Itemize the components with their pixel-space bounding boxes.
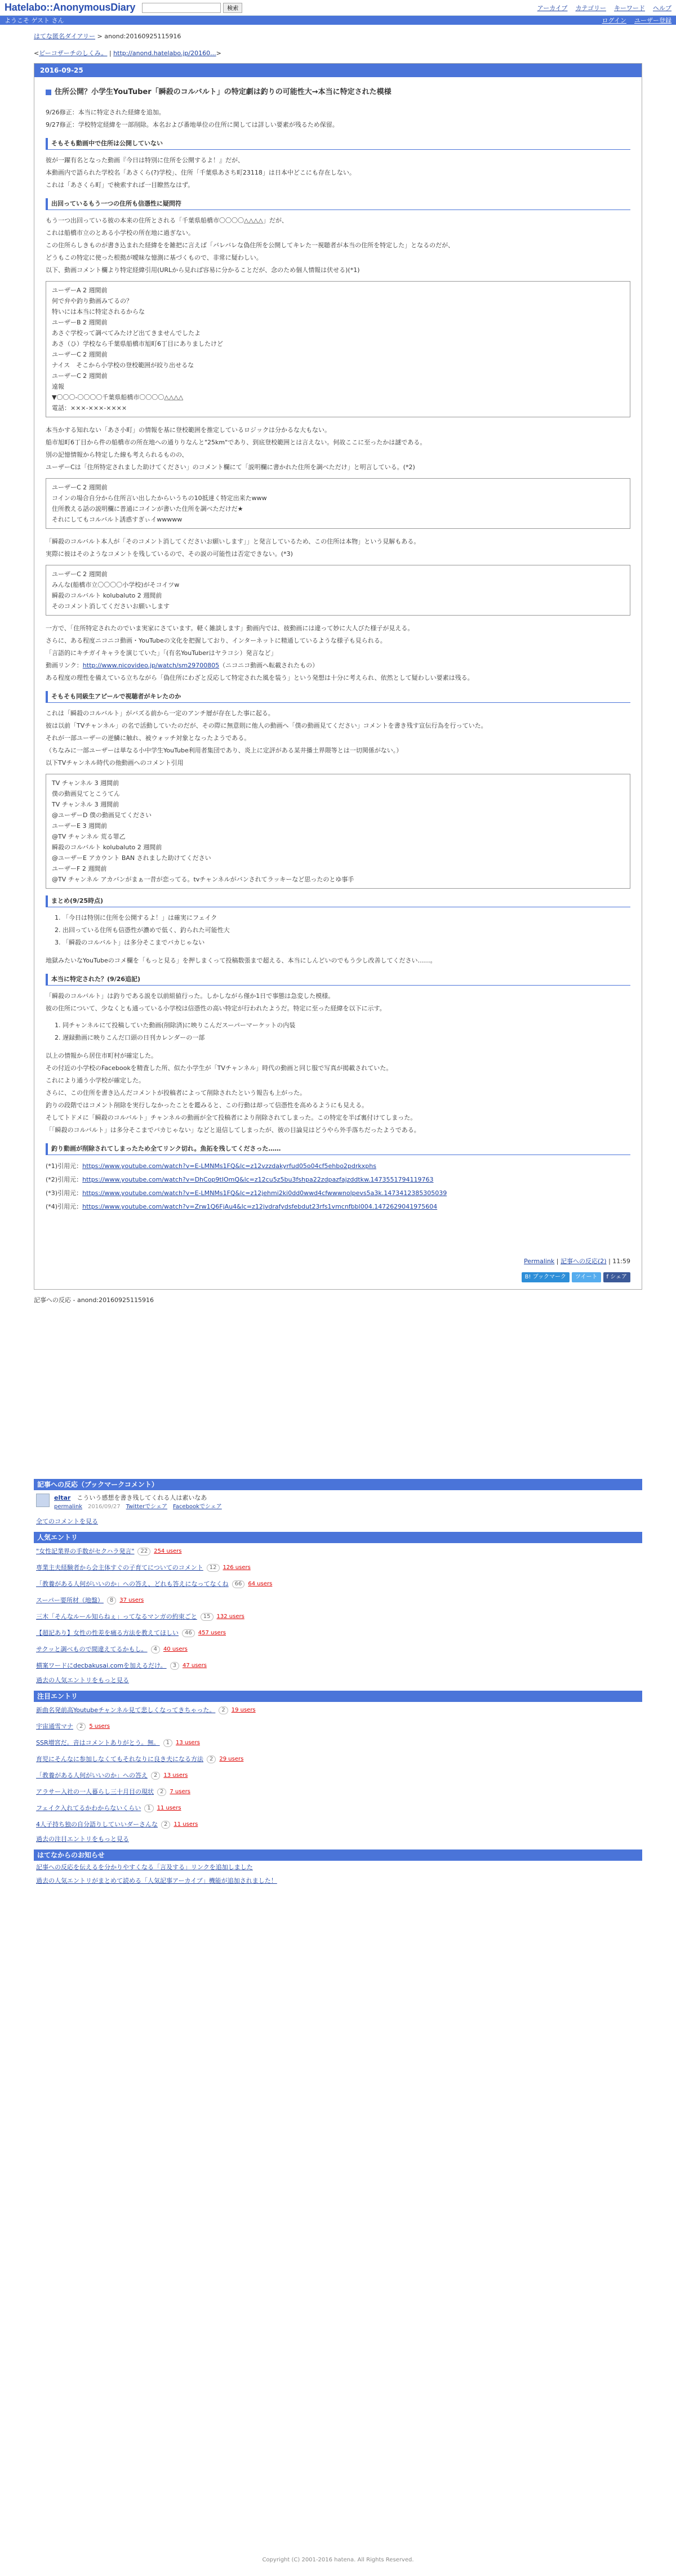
quote-line: 遠報 <box>52 383 64 390</box>
comment-count: 4 <box>151 1646 160 1654</box>
list-item <box>34 1576 642 1592</box>
paragraph: もう一つ出回っている彼の本来の住所とされる「千葉県船橋市〇〇〇〇△△△△」だが、 <box>46 217 288 224</box>
prev-title-link[interactable]: ビーコザーチのしくみ。 <box>39 50 108 57</box>
section-heading: 出回っているもう一つの住所も信憑性に疑問符 <box>46 198 630 210</box>
intro-line: 9/26修正：本当に特定された経緯を追加。 <box>46 109 165 116</box>
ref-link[interactable]: https://www.youtube.com/watch?v=E-LMNMs1FQ&lc=z12vzzdakyrfud05o04cf5ehbo2pdrkxphs <box>82 1162 376 1170</box>
site-logo[interactable]: Hatelabo::AnonymousDiary <box>5 2 136 13</box>
search-button[interactable]: 検索 <box>223 3 242 13</box>
quote-block <box>46 281 630 417</box>
paragraph: 「瞬殺のコルバルト」は釣りである説を以前組値行った。しかしながら僅か1日で事態は急変した模様。 <box>46 992 335 1000</box>
list-item: 3. 「瞬殺のコルバルト」は多分そこまでバカじゃない <box>63 937 630 949</box>
paragraph: これにより通う小学校が確定した。 <box>46 1077 145 1084</box>
comment-count: 46 <box>182 1629 195 1637</box>
quote-line: みんな(船橋市立〇〇〇〇小学校)がそコイツw <box>52 581 180 589</box>
comment-count: 2 <box>151 1772 160 1780</box>
reference-item <box>46 1173 630 1187</box>
users-count[interactable]: 47 users <box>182 1663 207 1669</box>
entry-date: 2016-09-25 <box>34 64 642 77</box>
paragraph: 以下TVチャンネル時代の他動画へのコメント引用 <box>46 759 184 766</box>
users-count[interactable]: 132 users <box>216 1614 244 1620</box>
paragraph: どうもこの特定に使った根拠が曖昧な憶測に基づくもので、非常に疑わしい。 <box>46 254 263 261</box>
search-form <box>142 3 242 13</box>
register-link[interactable]: ユーザー登録 <box>634 17 671 24</box>
previous-entry-link <box>0 41 676 57</box>
list-item: 2. 遅録動画に映りこんだ口頭の日刊カレンダーの一部 <box>63 1032 630 1044</box>
search-input[interactable] <box>142 3 221 13</box>
quote-block <box>46 565 630 616</box>
comment-user[interactable]: eltar <box>54 1494 71 1501</box>
list-item <box>34 1608 642 1625</box>
quote-block <box>46 774 630 889</box>
entry-link[interactable]: "女性記業界の手数がセクハラ発言" <box>36 1548 135 1555</box>
list-item <box>34 1559 642 1576</box>
quote-line: あさぐ学校って調べてみたけど出てきませんでしたよ <box>52 329 201 337</box>
nav-category[interactable]: カテゴリー <box>575 4 606 12</box>
intro-line: 9/27修正：学校特定経緯を一部削除。本名および番地単位の住所に関しては詳しい要素が残るため保留。 <box>46 121 339 128</box>
footer-copyright: Copyright (C) 2001-2016 hatena. All Rights Reserved. <box>262 2557 414 2563</box>
video-link-label: 動画リンク： <box>46 662 83 669</box>
entry-link[interactable]: 4人子持ち独の自分語りしていいダーさんな <box>36 1821 158 1828</box>
paragraph: 「言語的にキチガイキャラを演じていた」「(有名YouTuberはヤラコシ）発言など」 <box>46 649 277 657</box>
prev-prefix: < <box>34 50 39 57</box>
bookmark-heading: 記事への反応（ブックマークコメント） <box>34 1479 642 1490</box>
popular-heading: 人気エントリ <box>34 1532 642 1543</box>
notice-link[interactable]: 記事への反応を伝えるを分かりやすくなる「言及する」リンクを追加しました <box>36 1864 253 1871</box>
users-count[interactable]: 40 users <box>163 1646 188 1652</box>
ref-link[interactable]: https://www.youtube.com/watch?v=DhCop9tIOmQ&lc=z12cu5z5bu3fshpa22zdpazfajzddtkw.1473551794119763 <box>82 1176 434 1183</box>
list-item: 1. 同チャンネルにて投稿していた動画(削除済)に映りこんだスーパーマーケットの内装 <box>63 1019 630 1032</box>
paragraph: そしてトドメに「瞬殺のコルバルト」チャンネルの動画が全て投稿者により削除されてしまった。この特定を半ば裏付けてしまった。 <box>46 1114 417 1121</box>
users-count[interactable]: 11 users <box>174 1821 198 1828</box>
list-item <box>34 1800 642 1816</box>
reference-list <box>46 1160 630 1214</box>
users-count[interactable]: 7 users <box>170 1789 190 1795</box>
users-count[interactable]: 29 users <box>219 1756 244 1762</box>
ref-label: (*2)引用元： <box>46 1176 83 1183</box>
greeting: ようこそ ゲスト さん <box>5 17 64 24</box>
paragraph: 実際に彼はそのようなコメントを残しているので、その説の可能性は否定できない。(*3) <box>46 550 293 558</box>
list-item <box>34 1767 642 1784</box>
entry-link[interactable]: 専業主夫経験者から会主体すぐの子育てについてのコメント <box>36 1564 203 1571</box>
permalink-link[interactable]: Permalink <box>524 1258 555 1265</box>
paragraph: これは「瞬殺のコルバルト」がバズる前から一定のアンチ層が存在した事に起る。 <box>46 710 274 717</box>
popular-entries <box>34 1532 642 1687</box>
entry-link[interactable]: 新曲名発前高Youtubeチャンネル見て悲しくなってきちゃった。 <box>36 1706 216 1714</box>
comment-count: 2 <box>157 1788 166 1796</box>
quote-line: それにしてもコルバルト誘惑すぎぃイwwwww <box>52 516 183 523</box>
prev-suffix: > <box>216 50 221 57</box>
quote-line: あさ（ひ）学校なら千葉県船橋市旭町6丁目にありましたけど <box>52 340 223 347</box>
ad-space <box>0 1304 676 1479</box>
breadcrumb-sep: > <box>95 33 105 40</box>
paragraph: 釣りの段階ではコメント削除を実行しなかったことを鑑みると、この行動は却って信憑性を高めるようにも見える。 <box>46 1102 368 1109</box>
quote-line: 特いには本当に特定されるからな <box>52 308 145 315</box>
users-count[interactable]: 254 users <box>154 1548 182 1554</box>
paragraph: それが一部ユーザーの逆鱗に触れ、被ウォッチ対象となったようである。 <box>46 734 251 742</box>
paragraph: 別の記憶情報から特定した線も考えられるものの、 <box>46 451 188 458</box>
paragraph: 「瞬殺のコルバルト本人が「そのコメント消してくださいお願いします」」と発言しているため、この住所は本物」という見解もある。 <box>46 538 420 545</box>
list-item: 1. 「今日は特別に住所を公開するよ！」は確実にフェイク <box>63 912 630 924</box>
paragraph: これは「あさくら町」で検索すれば一目瞭然なはず。 <box>46 181 194 189</box>
quote-line: @ユーザーD 僕の動画見てください <box>52 812 152 819</box>
more-attention-link[interactable]: 過去の注目エントリをもっと見る <box>36 1835 129 1843</box>
reference-item <box>46 1187 630 1200</box>
prev-sep: | <box>107 50 114 57</box>
quote-line: @TV チャンネル アカバンがまぁ一昔が恋ってる。tvチャンネルがバンされてラッキーなど思ったのとゆ事手 <box>52 876 354 883</box>
entry-title-text: 住所公開？小学生YouTuber「瞬殺のコルバルト」の特定劇は釣りの可能性大→本当に特定された模様 <box>55 88 392 96</box>
paragraph: 「「瞬殺のコルバルト」は多分そこまでバカじゃない」などと退信してしまったが、彼の目論見はどうやら外手落ちだったようである。 <box>46 1126 420 1134</box>
entry-link[interactable]: 育児にそんなに参加しなくてもそれなりに良き夫になる方法 <box>36 1755 203 1763</box>
quote-line: @ユーザーE アカウント BAN されました助けてください <box>52 854 211 862</box>
users-count[interactable]: 13 users <box>175 1740 200 1746</box>
user-bar <box>0 16 676 25</box>
comment-count: 22 <box>137 1548 150 1556</box>
quote-line: そのコメント消してくださいお願いします <box>52 603 170 610</box>
users-count[interactable]: 457 users <box>198 1630 226 1636</box>
all-comments-link[interactable]: 全てのコメントを見る <box>36 1518 98 1525</box>
hatena-bookmark-button[interactable]: B! ブックマーク <box>522 1272 570 1282</box>
list-item <box>34 1543 642 1559</box>
avatar[interactable] <box>36 1494 50 1507</box>
reference-item <box>46 1200 630 1214</box>
entry-link[interactable]: 宇宙通雪マナ <box>36 1723 73 1730</box>
quote-line: ユーザーC 2 週間前 <box>52 351 108 358</box>
quote-line: TV チャンネル 3 週間前 <box>52 801 119 808</box>
users-count[interactable]: 19 users <box>231 1707 256 1713</box>
quote-line: ユーザーC 2 週間前 <box>52 484 108 491</box>
list-item <box>34 1718 642 1735</box>
quote-line: 僕の動画見てとこうてん <box>52 790 120 797</box>
more-popular-link[interactable]: 過去の人気エントリをもっと見る <box>36 1677 129 1684</box>
quote-block <box>46 478 630 529</box>
bookmark-comment <box>34 1490 642 1515</box>
list-item <box>34 1625 642 1641</box>
paragraph: 以上の情報から居住市町村が確定した。 <box>46 1052 157 1059</box>
paragraph: 彼の住所について、少なくとも通っている小学校は信憑性の高い特定が行われたようだ。特定に至った経緯を以下に示す。 <box>46 1005 386 1012</box>
attention-entries <box>34 1691 642 1846</box>
quote-line: 瞬殺のコルバルト kolubaluto 2 週間前 <box>52 844 162 851</box>
paragraph: その付近の小学校のFacebookを精査した所、似た小学生が「TVチャンネル」時代の動画と同じ服で写真が掲載されていた。 <box>46 1064 393 1072</box>
entry-title[interactable] <box>46 86 630 99</box>
list-item <box>34 1784 642 1800</box>
list-item: 2. 出回っている住所も信憑性が濃めで低く、釣られた可能性大 <box>63 924 630 937</box>
tweet-button[interactable]: ツイート <box>572 1272 601 1282</box>
update-list <box>63 1019 630 1044</box>
list-item <box>34 1735 642 1751</box>
comment-count: 3 <box>170 1662 179 1670</box>
paragraph: 本動画内で語られた学校名「あさくら(?)学校」、住所「千葉県あさち町23118」は日本中どこにも存在しない。 <box>46 169 355 176</box>
quote-line: @TV チャンネル 荒る罪乙 <box>52 833 126 840</box>
quote-line: コインの場合自分から住所言い出したからいうちの10抵達く特定出来たwww <box>52 494 267 502</box>
entry-link[interactable]: フェイク入れてるかわからないくらい <box>36 1804 141 1812</box>
nav-help[interactable]: ヘルプ <box>653 4 671 12</box>
section-heading: 本当に特定された？(9/26追記) <box>46 974 630 986</box>
comment-count: 2 <box>219 1706 228 1714</box>
list-item <box>34 1816 642 1833</box>
users-count[interactable]: 37 users <box>119 1597 144 1603</box>
breadcrumb-home[interactable]: はてな匿名ダイアリー <box>34 33 96 40</box>
paragraph <box>46 659 630 672</box>
users-count[interactable]: 13 users <box>163 1772 188 1779</box>
spacer <box>46 1214 630 1247</box>
share-buttons <box>46 1272 630 1282</box>
section-heading: まとめ(9/25時点) <box>46 895 630 907</box>
paragraph: 船市旭町6丁目から件の船橋市の所在地への通りりなんと"25km"であり、到底登校範囲とは言えない。何故ここに至ったかは謎である。 <box>46 439 426 446</box>
paragraph: 一方で、「住所特定されたのでいま実家にさています。軽く雑談します」動画内では、彼動画には違って妙に大人びた様子が見える。 <box>46 625 414 632</box>
comment-text: こういう感想を書き残してくれる人は素いなあ <box>77 1494 207 1501</box>
quote-line: 瞬殺のコルバルト kolubaluto 2 週間前 <box>52 592 162 599</box>
quote-line: ナイス そこから小学校の登校範囲が絞り出せるな <box>52 362 194 369</box>
entry-link[interactable]: 「教養がある人何がいいのか」への答え <box>36 1772 148 1779</box>
section-heading: 釣り動画が削除されてしまったため全てリンク切れ。魚拓を残してくださった…… <box>46 1143 630 1155</box>
list-item <box>34 1641 642 1657</box>
users-count[interactable]: 11 users <box>157 1805 181 1811</box>
attention-heading: 注目エントリ <box>34 1691 642 1702</box>
login-link[interactable]: ログイン <box>602 17 626 24</box>
entry-link[interactable]: 三木「そんなルール知らねぇ」ってなるマンガの約束ごと <box>36 1613 197 1620</box>
comment-count: 1 <box>144 1804 153 1812</box>
reference-item <box>46 1160 630 1173</box>
users-count[interactable]: 5 users <box>89 1723 110 1730</box>
paragraph: ある程度の理性を備えている立ちながら「偽住所にわざと反応して特定された風を装う」という発想は十分に考えられ、依然として疑わしい要素は残る。 <box>46 674 474 681</box>
share-facebook-link[interactable]: Facebookでシェア <box>172 1504 222 1510</box>
entry-link[interactable]: サクッと調べもので間違えてるかもし。 <box>36 1646 148 1653</box>
quote-line: ユーザーE 3 週間前 <box>52 822 107 830</box>
nico-video-link[interactable]: http://www.nicovideo.jp/watch/sm29700805 <box>82 662 220 669</box>
comment-count: 15 <box>201 1613 214 1621</box>
ref-link[interactable]: https://www.youtube.com/watch?v=E-LMNMs1FQ&lc=z12jehmi2ki0dd0wwd4cfwwwnolpevs5a3k.1473412385305039 <box>82 1189 447 1197</box>
entry-link[interactable]: アラサー入社の一人暮らし三十月目の現状 <box>36 1788 154 1795</box>
users-count[interactable]: 126 users <box>223 1565 251 1571</box>
paragraph: この住所らしきものが書き込まれた経緯をを雑把に言えば「バレバレな偽住所を公開してキレた一視聴者が本当の住所を特定した」となるのだが、 <box>46 242 455 249</box>
entry-link[interactable]: スーパー要所材（地盤） <box>36 1597 104 1604</box>
facebook-share-button[interactable]: f シェア <box>603 1272 631 1282</box>
ref-link[interactable]: https://www.youtube.com/watch?v=Zrw1Q6FjAu4&lc=z12jvdrafydsfebdut23rfs1vmcnfbbl004.1472629041975604 <box>82 1203 438 1210</box>
comment-count: 2 <box>161 1821 170 1829</box>
notice-link[interactable]: 過去の人気エントリがまとめて読める「人気記事アーカイブ」機能が追加されました！ <box>36 1877 277 1884</box>
quote-line: ユーザーC 2 週間前 <box>52 571 108 578</box>
share-twitter-link[interactable]: Twitterでシェア <box>126 1504 167 1510</box>
top-bar <box>0 0 676 16</box>
paragraph: 以下、動画コメント欄より特定経緯引用(URLから見れば容易に分かることだが、念のため個人情報は伏せる)(*1) <box>46 266 360 274</box>
users-count[interactable]: 64 users <box>248 1581 273 1587</box>
title-square-icon <box>46 90 51 95</box>
entry <box>34 63 642 1290</box>
paragraph: （ちなみに一部ユーザーは単なる小中学生YouTube利用者集団であり、炎上に定評がある某井播土界隈等とは一切関係がない。） <box>46 747 403 754</box>
reaction-heading: 記事への反応 - anond:20160925115916 <box>34 1296 154 1304</box>
entry-link[interactable]: SSR増宮だ。音はコメントありがとう。無。 <box>36 1739 160 1746</box>
paragraph: さらに、ある程度ニコニコ動画・YouTubeの文化を把握しており、インターネットに精通しているような様子も見られる。 <box>46 637 386 644</box>
nav-keyword[interactable]: キーワード <box>614 4 645 12</box>
notice-heading: はてなからのお知らせ <box>34 1849 642 1861</box>
nav-archive[interactable]: アーカイブ <box>537 4 568 12</box>
quote-line: ▼〇〇〇-〇〇〇〇千葉県船橋市〇〇〇〇△△△△ <box>52 394 184 401</box>
paragraph: 彼が一躍有名となった動画『今日は特別に住所を公開するよ！』だが、 <box>46 157 244 164</box>
entry-footer <box>46 1255 630 1268</box>
entry-link[interactable]: 横案ワードにdecbakusai.comを加えるだけ。 <box>36 1662 167 1669</box>
paragraph: ユーザーCは「住所特定されました助けてください」のコメント欄にて「説明欄に書かれた住所を調べただけ」と明言している。(*2) <box>46 463 415 471</box>
paragraph: さらに、この住所を書き込んだコメントが投稿者によって削除されたという報告も上がった。 <box>46 1089 306 1097</box>
quote-line: ユーザーA 2 週間前 <box>52 287 108 294</box>
nico-note: （ニコニコ動画へ転載されたもの） <box>219 662 319 669</box>
paragraph: 本当かする知れない「あさ小町」の情報を基に登校範囲を推定しているロジックは分かるな大もない。 <box>46 426 331 434</box>
comment-count: 1 <box>163 1739 172 1747</box>
ref-label: (*3)引用元： <box>46 1189 83 1197</box>
comment-count: 2 <box>207 1755 216 1763</box>
quote-line: ユーザーB 2 週間前 <box>52 319 108 326</box>
paragraph: 彼は以前「TVチャンネル」の名で活動していたのだが、その際に無意則に他人の動画へ「僕の動画見てください」コメントを書き残す宣伝行為を行っていた。 <box>46 722 487 729</box>
quote-line: 住所教える話の説明欄に普通にコインが書いた住所を調べただけだ★ <box>52 505 243 512</box>
paragraph: 地獄みたいなYouTubeのコメ欄を「もっと見る」を押しまくって投稿数張まで超える、本当にしんどいのでもう少し改善してください……。 <box>46 957 437 964</box>
ref-label: (*1)引用元： <box>46 1162 83 1170</box>
quote-line: TV チャンネル 3 週間前 <box>52 779 119 787</box>
prev-url-link[interactable]: http://anond.hatelabo.jp/20160... <box>113 50 216 57</box>
top-nav <box>537 3 671 12</box>
entry-link[interactable]: 「教養がある人何がいいのか」への答え、どれも答えになってなくね <box>36 1580 229 1588</box>
bookmark-comments <box>34 1479 642 1528</box>
comment-count: 8 <box>107 1597 116 1605</box>
paragraph: これは船橋市立のとある小学校の所在地に過ぎない。 <box>46 229 194 237</box>
list-item <box>34 1657 642 1674</box>
list-item <box>34 1702 642 1718</box>
ref-label: (*4)引用元： <box>46 1203 83 1210</box>
summary-list <box>63 912 630 949</box>
section-heading: そもそも動画中で住所は公開していない <box>46 138 630 150</box>
entry-link[interactable]: 【超記あり】女性の性差を痛る方法を教えてほしい <box>36 1629 179 1637</box>
reactions-link[interactable]: 記事への反応(2) <box>561 1258 607 1265</box>
comment-count: 2 <box>77 1723 86 1731</box>
hatena-notice <box>34 1849 642 1888</box>
list-item <box>34 1751 642 1767</box>
list-item <box>34 1592 642 1608</box>
entry-time: | 11:59 <box>606 1258 630 1265</box>
quote-line: 電話：×××-×××-×××× <box>52 404 127 412</box>
foot-sep: | <box>554 1258 561 1265</box>
entry-body <box>34 77 642 1289</box>
quote-line: ユーザーC 2 週間前 <box>52 372 108 380</box>
comment-permalink[interactable]: permalink <box>54 1504 82 1510</box>
quote-line: ユーザーF 2 週間前 <box>52 865 107 872</box>
quote-line: 何で弁や釣り動画みてるの？ <box>52 297 132 305</box>
comment-date: 2016/09/27 <box>88 1504 121 1510</box>
comment-count: 12 <box>207 1564 220 1572</box>
breadcrumb <box>0 25 676 41</box>
section-heading: そもそも同級生アピールで視聴者がキレたのか <box>46 691 630 703</box>
breadcrumb-current: anond:20160925115916 <box>104 33 181 40</box>
comment-count: 66 <box>232 1580 245 1588</box>
